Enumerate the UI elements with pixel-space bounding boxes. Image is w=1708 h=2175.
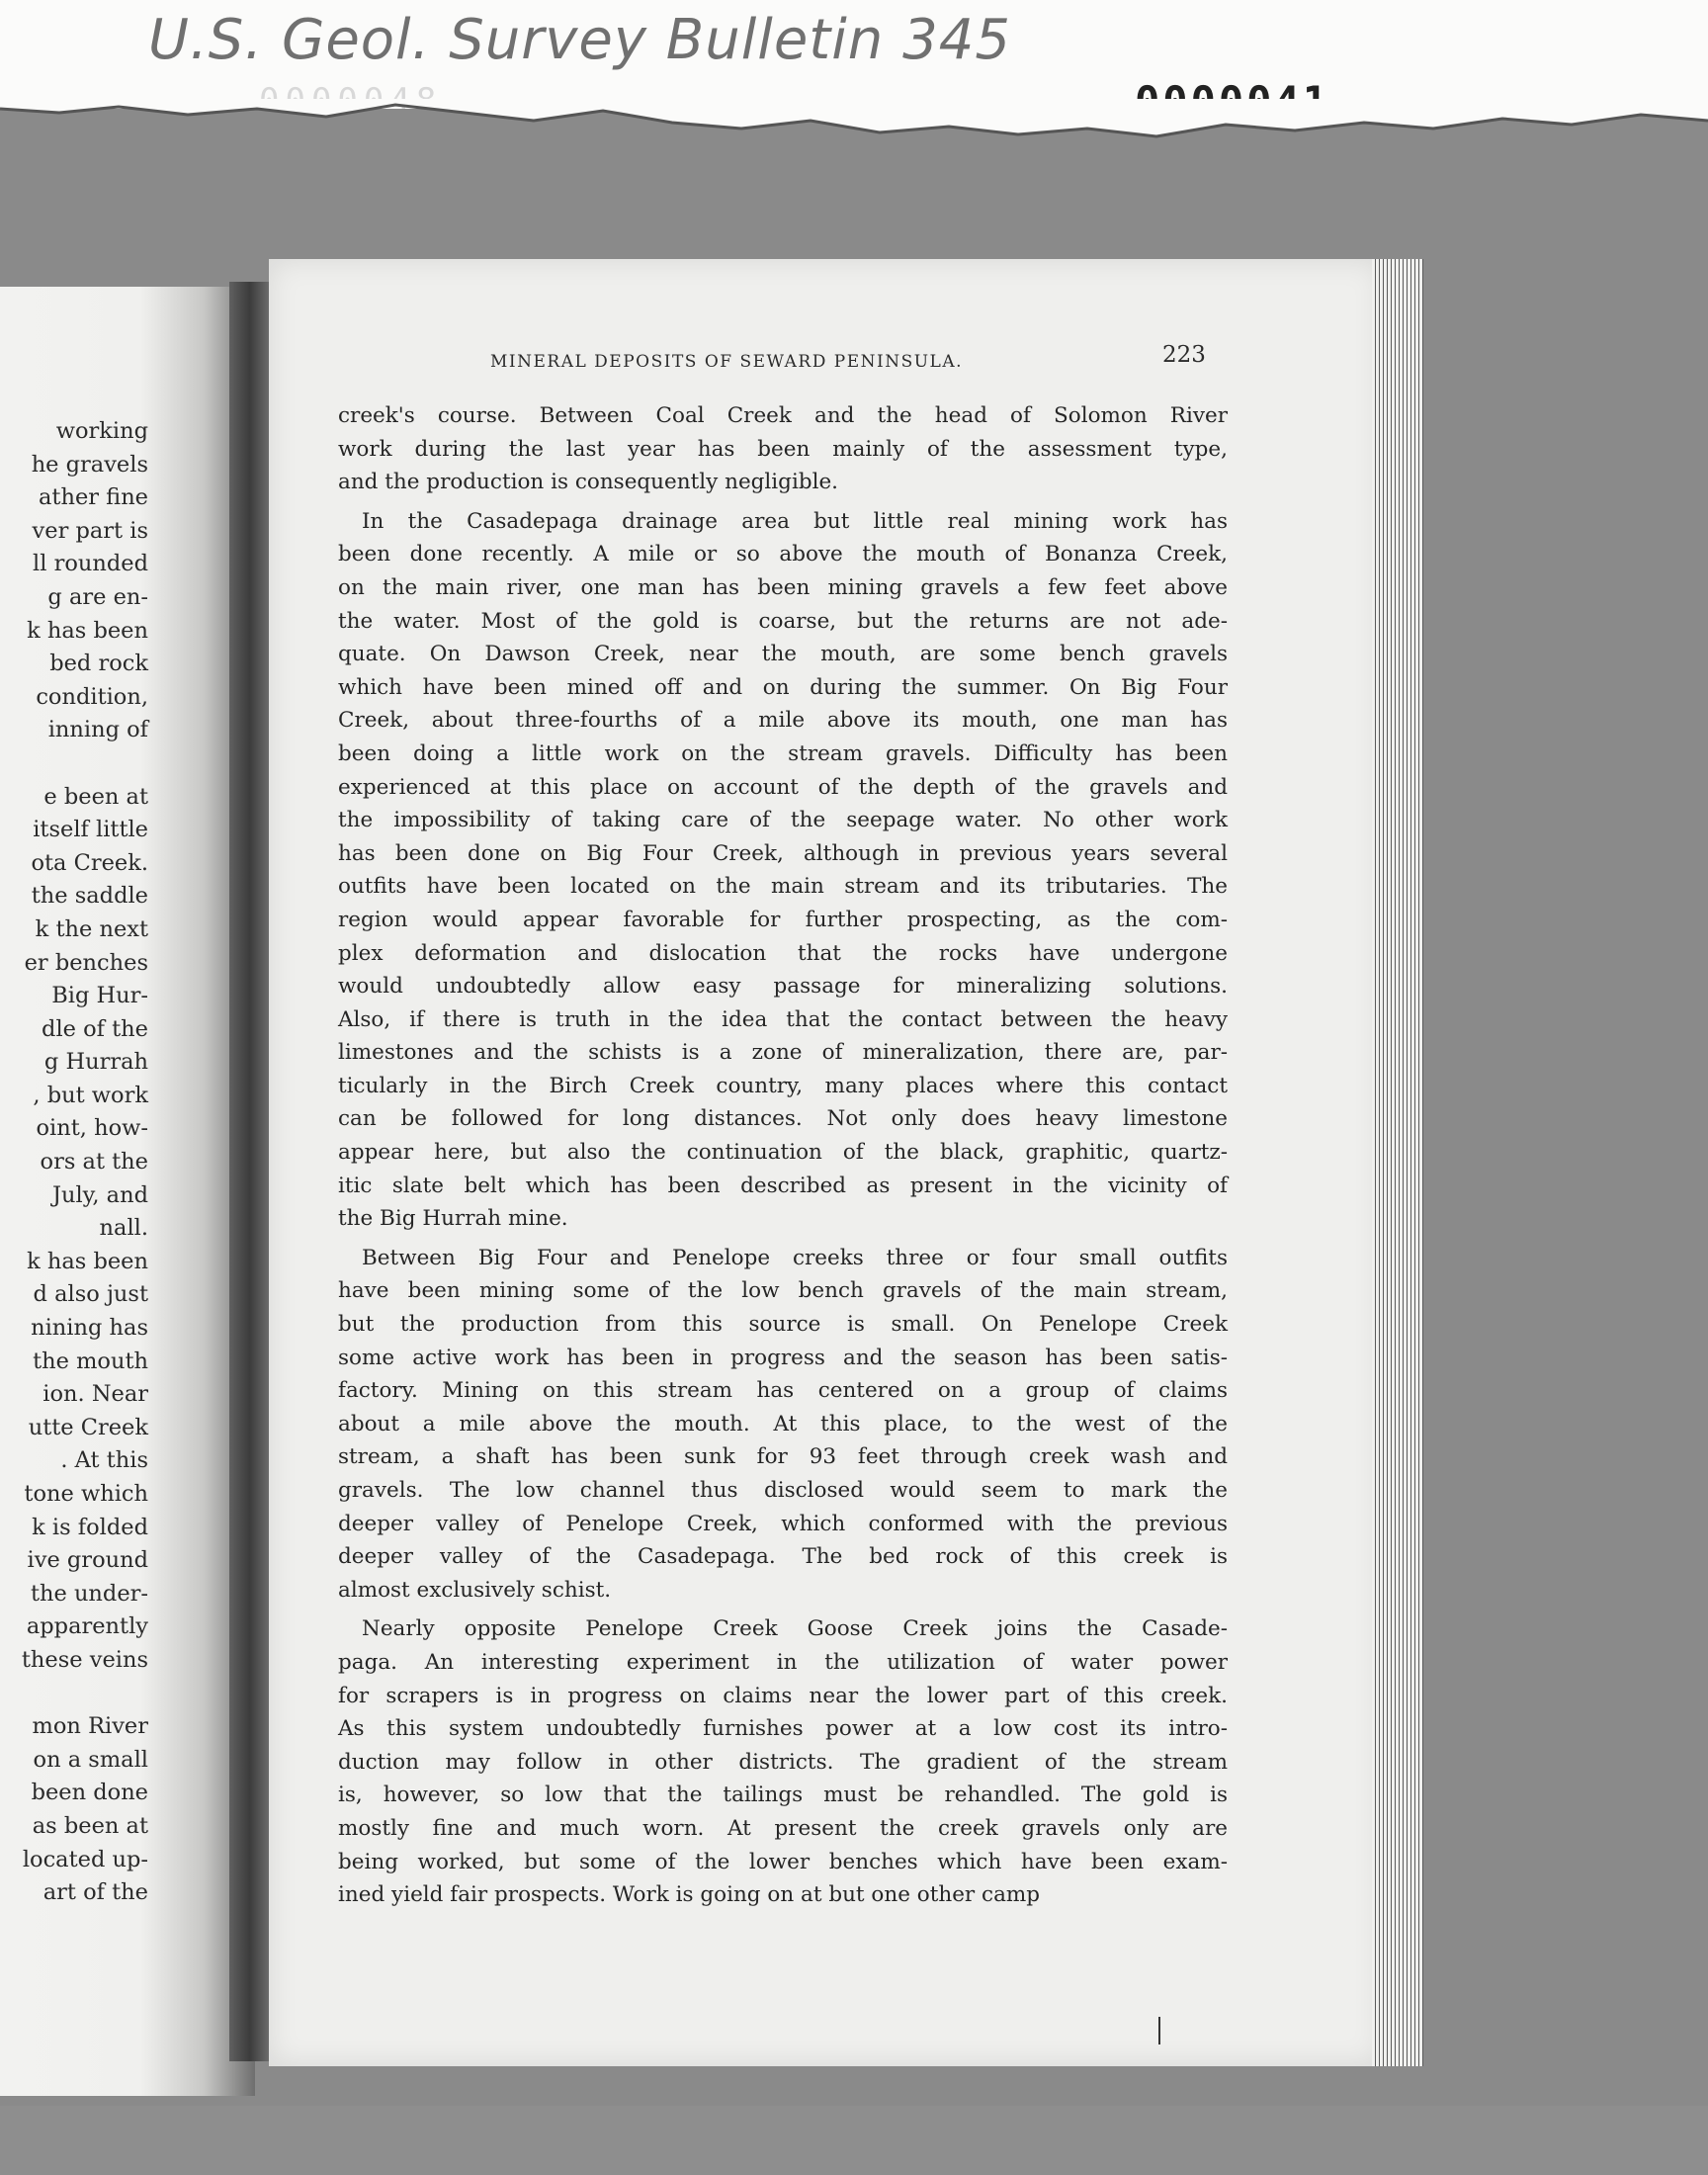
left-page-line: ver part is bbox=[32, 517, 148, 544]
running-head: MINERAL DEPOSITS OF SEWARD PENINSULA. bbox=[490, 352, 964, 372]
left-page-line: er benches bbox=[24, 949, 148, 976]
torn-paper-edge bbox=[0, 99, 1708, 188]
left-page-line: ota Creek. bbox=[31, 849, 148, 876]
text-line: being worked, but some of the lower benches which have been exam- bbox=[338, 1849, 1228, 1874]
text-line: As this system undoubtedly furnishes power at a low cost its intro- bbox=[338, 1716, 1228, 1742]
left-page-line: , but work bbox=[33, 1082, 148, 1108]
left-page-line: k has been bbox=[27, 1248, 148, 1274]
paragraph bbox=[338, 399, 1228, 499]
left-page-line: been done bbox=[31, 1780, 148, 1806]
left-page-line: the saddle bbox=[31, 883, 148, 910]
text-line: plex deformation and dislocation that the rocks have undergone bbox=[338, 940, 1228, 966]
left-page-line: these veins bbox=[21, 1646, 148, 1673]
left-page-line bbox=[22, 747, 148, 781]
left-page-line: ll rounded bbox=[33, 551, 148, 577]
left-page-line: nall. bbox=[99, 1215, 148, 1242]
left-page-line: k has been bbox=[27, 617, 148, 644]
text-line: is, however, so low that the tailings must be rehandled. The gold is bbox=[338, 1783, 1228, 1808]
left-page-line: on a small bbox=[33, 1746, 148, 1773]
page-body-text bbox=[338, 399, 1228, 1912]
text-line: limestones and the schists is a zone of mineralization, there are, par- bbox=[338, 1040, 1228, 1066]
left-page-line: condition, bbox=[36, 683, 148, 710]
text-line: creek's course. Between Coal Creek and the head of Solomon River bbox=[338, 403, 1228, 428]
left-page-line: tone which bbox=[24, 1481, 148, 1507]
text-line: been done recently. A mile or so above the mouth of Bonanza Creek, bbox=[338, 542, 1228, 567]
paragraph bbox=[338, 1612, 1228, 1911]
left-page-line: ather fine bbox=[39, 484, 148, 511]
text-line: would undoubtedly allow easy passage for mineralizing solutions. bbox=[338, 974, 1228, 1000]
left-page-line: inning of bbox=[47, 717, 148, 743]
left-page-line: he gravels bbox=[31, 451, 148, 478]
handwritten-note: U.S. Geol. Survey Bulletin 345 bbox=[148, 8, 1011, 72]
text-line: appear here, but also the continuation of the black, graphitic, quartz- bbox=[338, 1140, 1228, 1166]
left-page-line: ors at the bbox=[40, 1149, 148, 1175]
text-line: been doing a little work on the stream gravels. Difficulty has been bbox=[338, 740, 1228, 766]
text-line: Nearly opposite Penelope Creek Goose Creek joins the Casade- bbox=[362, 1616, 1228, 1642]
text-line: have been mining some of the low bench gravels of the main stream, bbox=[338, 1278, 1228, 1304]
left-page-line: mon River bbox=[32, 1713, 148, 1740]
text-line: for scrapers is in progress on claims near the lower part of this creek. bbox=[338, 1683, 1228, 1708]
left-page-line: art of the bbox=[43, 1879, 148, 1906]
left-page-line: apparently bbox=[26, 1613, 148, 1640]
text-line: experienced at this place on account of the depth of the gravels and bbox=[338, 774, 1228, 800]
left-page-line: k the next bbox=[35, 915, 148, 942]
text-line: ined yield fair prospects. Work is going on at but one other camp bbox=[338, 1882, 1041, 1908]
left-page-line: g are en- bbox=[47, 583, 148, 610]
paragraph bbox=[338, 505, 1228, 1236]
left-page-line: ive ground bbox=[27, 1547, 148, 1574]
left-page-text bbox=[22, 415, 148, 1910]
left-page-line: bed rock bbox=[49, 651, 148, 677]
text-line: itic slate belt which has been described as present in the vicinity of bbox=[338, 1173, 1228, 1198]
text-line: and the production is consequently negligible. bbox=[338, 470, 839, 495]
left-page-line: d also just bbox=[33, 1281, 148, 1308]
text-line: region would appear favorable for further prospecting, as the com- bbox=[338, 907, 1228, 932]
left-page-line: oint, how- bbox=[36, 1115, 148, 1142]
text-line: outfits have been located on the main stream and its tributaries. The bbox=[338, 874, 1228, 900]
left-page-line: July, and bbox=[51, 1181, 148, 1208]
text-line: deeper valley of Penelope Creek, which conformed with the previous bbox=[338, 1511, 1228, 1536]
text-line: Also, if there is truth in the idea that the contact between the heavy bbox=[338, 1006, 1228, 1032]
text-line: the water. Most of the gold is coarse, but the returns are not ade- bbox=[338, 608, 1228, 634]
text-line: factory. Mining on this stream has centered on a group of claims bbox=[338, 1378, 1228, 1404]
text-line: about a mile above the mouth. At this place, to the west of the bbox=[338, 1411, 1228, 1436]
text-line: ticularly in the Birch Creek country, many places where this contact bbox=[338, 1073, 1228, 1098]
scan-bottom-band bbox=[0, 2106, 1708, 2175]
text-line: has been done on Big Four Creek, although in previous years several bbox=[338, 840, 1228, 866]
left-page-line: utte Creek bbox=[28, 1414, 148, 1440]
text-line: but the production from this source is small. On Penelope Creek bbox=[338, 1312, 1228, 1338]
left-page-line: as been at bbox=[32, 1812, 148, 1839]
text-line: can be followed for long distances. Not only does heavy limestone bbox=[338, 1106, 1228, 1132]
left-page-line: dle of the bbox=[42, 1015, 148, 1042]
left-page-line bbox=[22, 1678, 148, 1711]
text-line: mostly fine and much worn. At present the creek gravels only are bbox=[338, 1815, 1228, 1841]
left-page-line: nining has bbox=[31, 1315, 148, 1342]
text-line: Between Big Four and Penelope creeks three or four small outfits bbox=[362, 1245, 1228, 1270]
page-edges bbox=[1372, 259, 1423, 2066]
left-page-line: located up- bbox=[22, 1846, 148, 1872]
left-page-line: Big Hur- bbox=[51, 983, 148, 1009]
text-line: almost exclusively schist. bbox=[338, 1577, 612, 1603]
paragraph bbox=[338, 1242, 1228, 1608]
text-line: paga. An interesting experiment in the utilization of water power bbox=[338, 1649, 1228, 1675]
margin-mark bbox=[1158, 2017, 1160, 2044]
text-line: Creek, about three-fourths of a mile above its mouth, one man has bbox=[338, 708, 1228, 734]
text-line: work during the last year has been mainly of the assessment type, bbox=[338, 436, 1228, 462]
text-line: deeper valley of the Casadepaga. The bed rock of this creek is bbox=[338, 1544, 1228, 1570]
text-line: which have been mined off and on during the summer. On Big Four bbox=[338, 674, 1228, 700]
left-page-line: the mouth bbox=[33, 1348, 148, 1374]
left-page-line: itself little bbox=[33, 817, 148, 843]
text-line: on the main river, one man has been mining gravels a few feet above bbox=[338, 574, 1228, 600]
text-line: the Big Hurrah mine. bbox=[338, 1206, 568, 1232]
left-page-line: the under- bbox=[30, 1580, 148, 1607]
left-page-line: g Hurrah bbox=[43, 1049, 148, 1076]
left-page-line: . At this bbox=[60, 1447, 148, 1474]
left-facing-page bbox=[0, 287, 255, 2096]
text-line: quate. On Dawson Creek, near the mouth, are some bench gravels bbox=[338, 642, 1228, 667]
text-line: gravels. The low channel thus disclosed would seem to mark the bbox=[338, 1478, 1228, 1503]
page-number: 223 bbox=[1162, 342, 1206, 368]
left-page-line: e been at bbox=[43, 783, 148, 810]
text-line: duction may follow in other districts. The gradient of the stream bbox=[338, 1749, 1228, 1775]
text-line: some active work has been in progress and the season has been satis- bbox=[338, 1345, 1228, 1370]
text-line: the impossibility of taking care of the seepage water. No other work bbox=[338, 808, 1228, 833]
left-page-line: k is folded bbox=[32, 1514, 148, 1540]
left-page-line: working bbox=[55, 418, 148, 444]
left-page-line: ion. Near bbox=[43, 1381, 148, 1408]
text-line: In the Casadepaga drainage area but little real mining work has bbox=[362, 508, 1228, 534]
text-line: stream, a shaft has been sunk for 93 feet through creek wash and bbox=[338, 1444, 1228, 1470]
